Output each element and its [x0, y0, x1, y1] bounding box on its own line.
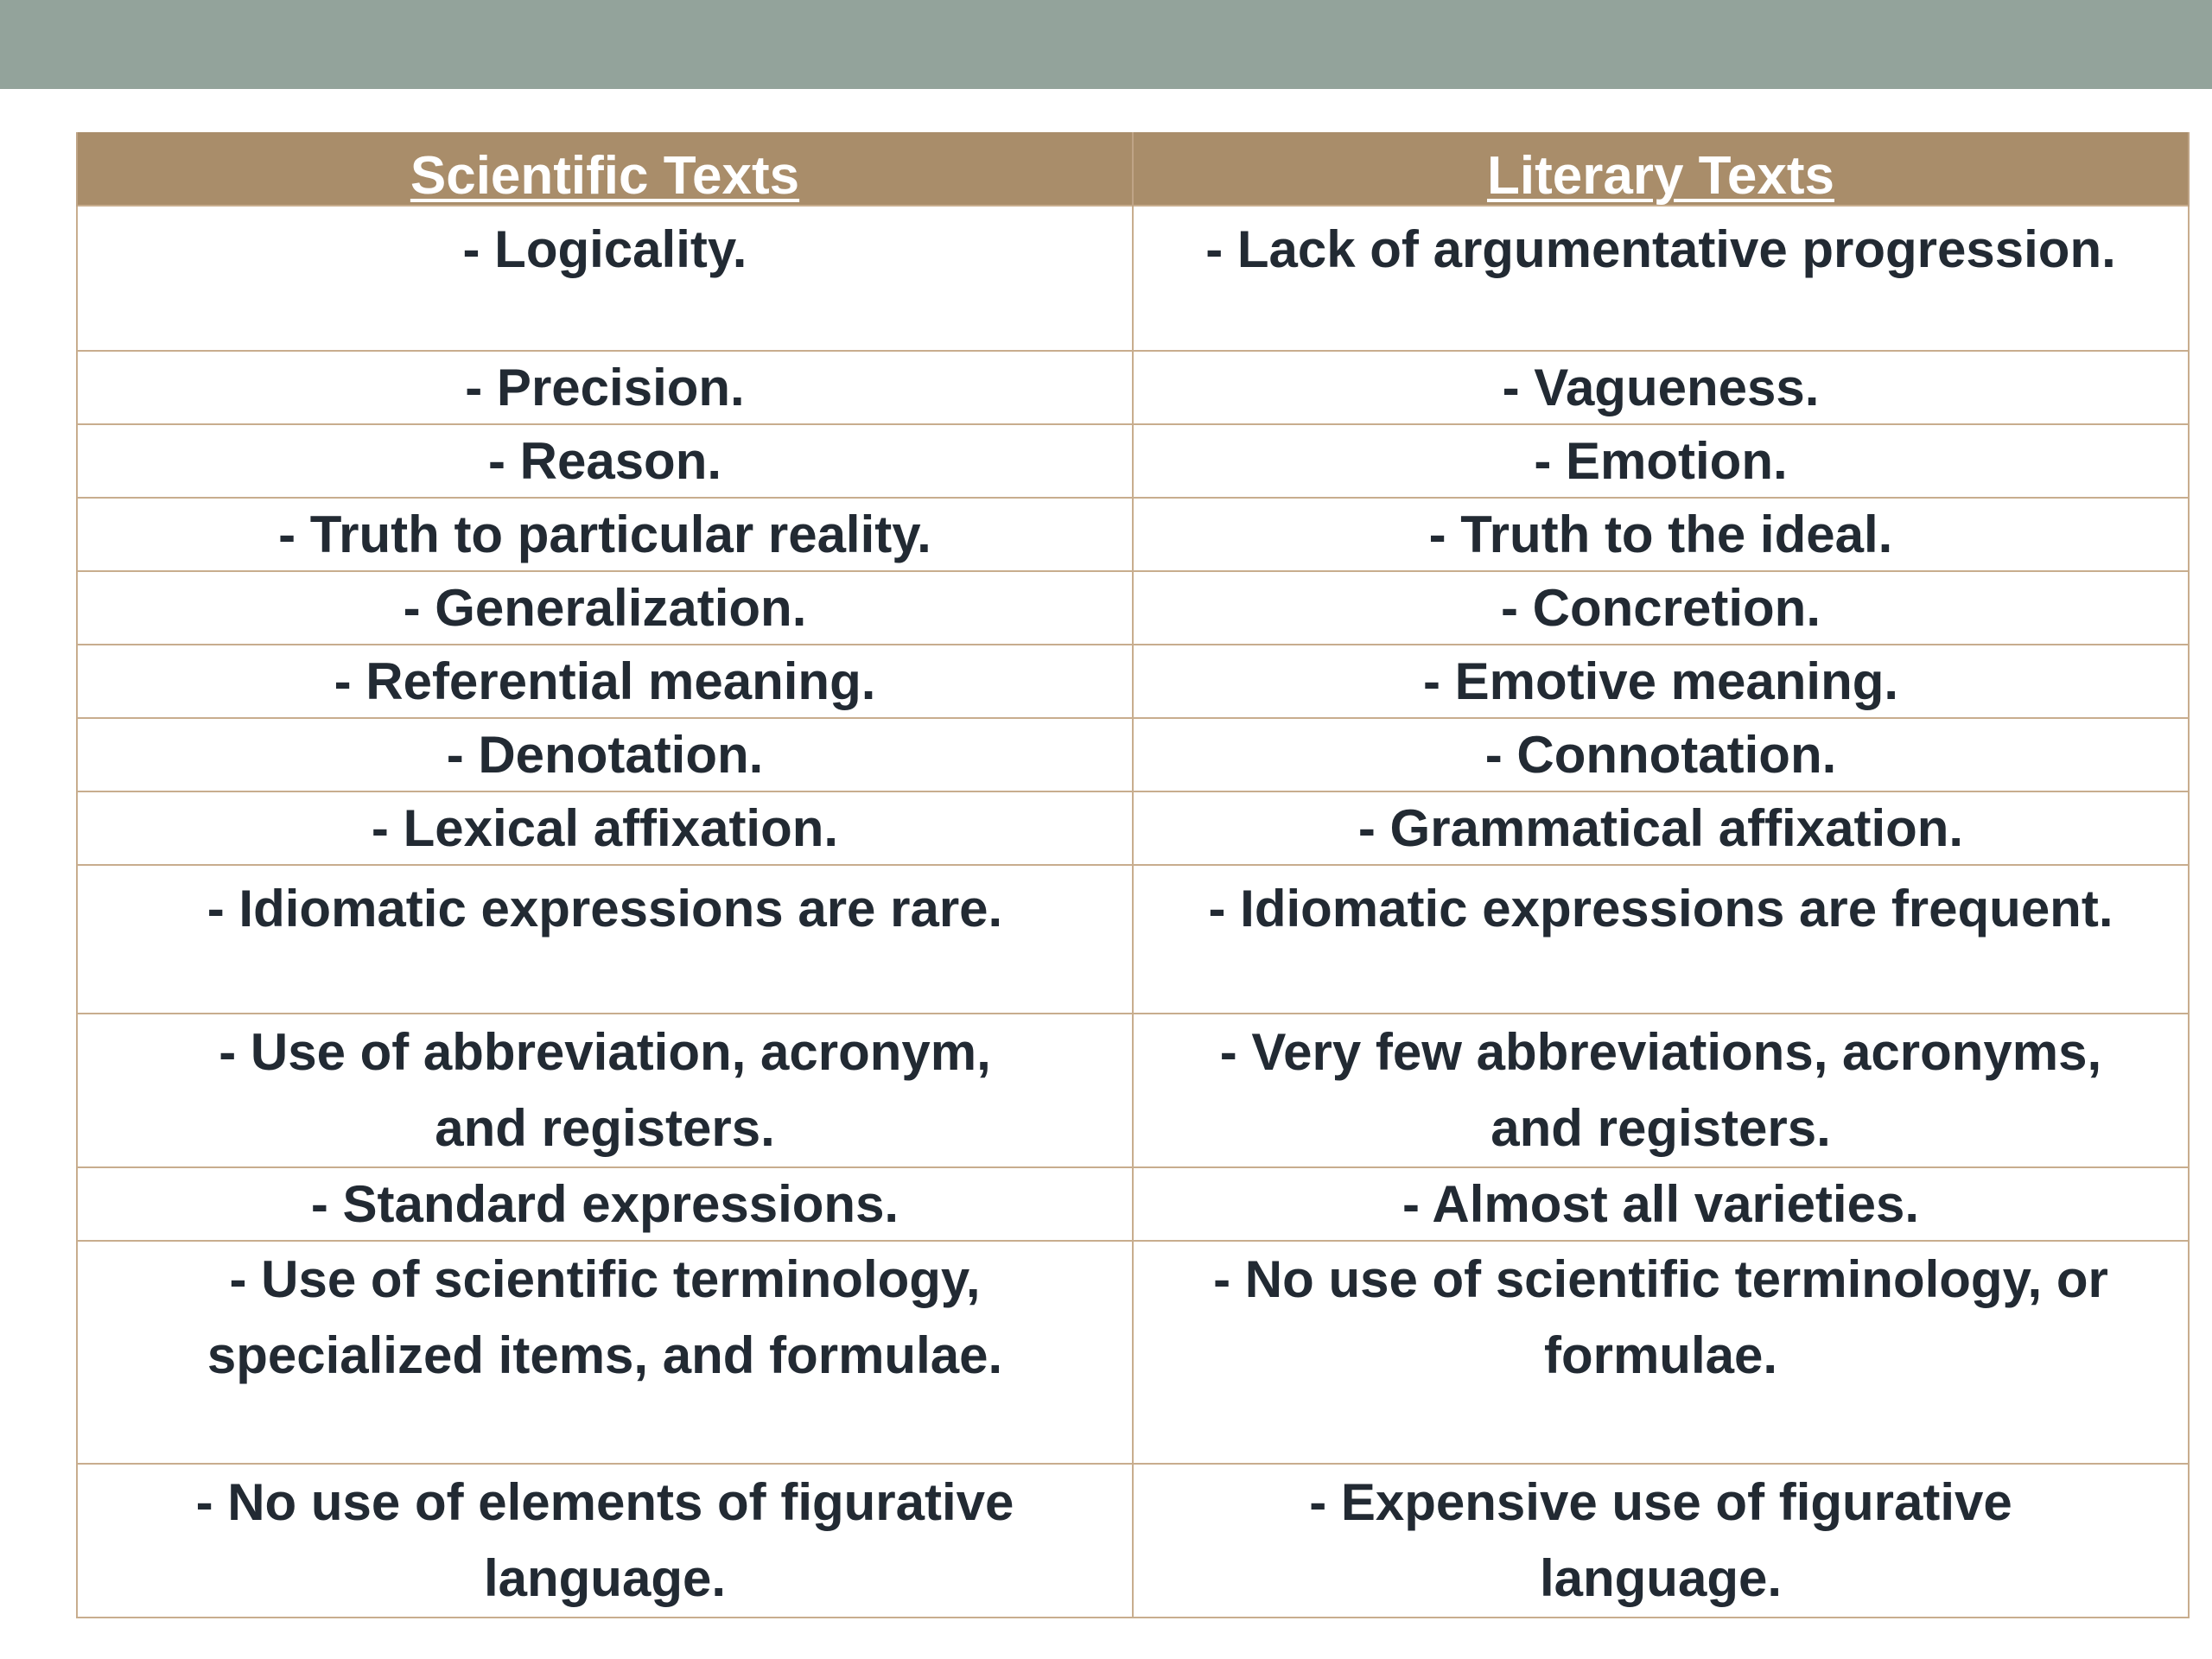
- cell-text: - Truth to particular reality.: [278, 505, 931, 563]
- cell-literary: [1133, 351, 2189, 424]
- cell-scientific: [77, 1014, 1133, 1167]
- cell-text-line-1: - Expensive use of figurative: [1309, 1473, 2012, 1531]
- table-row: [77, 718, 2189, 791]
- header-literary-texts: [1133, 132, 2189, 206]
- cell-text: - Lexical affixation.: [371, 799, 839, 857]
- table-row: [77, 1464, 2189, 1618]
- cell-literary: [1133, 1241, 2189, 1464]
- cell-text: - Almost all varieties.: [1402, 1175, 1919, 1233]
- cell-text: - Standard expressions.: [310, 1175, 899, 1233]
- cell-text-line-2: formulae.: [1543, 1326, 1778, 1384]
- cell-literary: [1133, 1014, 2189, 1167]
- cell-literary: [1133, 206, 2189, 351]
- cell-text: - Connotation.: [1484, 726, 1837, 784]
- cell-literary: [1133, 645, 2189, 718]
- cell-text: - Idiomatic expressions are frequent.: [1208, 880, 2113, 938]
- cell-scientific: [77, 206, 1133, 351]
- cell-text: - Lack of argumentative progression.: [1205, 220, 2116, 278]
- cell-literary: [1133, 791, 2189, 865]
- cell-text: - Idiomatic expressions are rare.: [207, 880, 1003, 938]
- cell-text: - Truth to the ideal.: [1428, 505, 1893, 563]
- table-row: [77, 865, 2189, 1014]
- cell-literary: [1133, 1167, 2189, 1241]
- cell-text: - Concretion.: [1501, 579, 1821, 637]
- cell-scientific: [77, 791, 1133, 865]
- cell-text-line-1: - Very few abbreviations, acronyms,: [1219, 1023, 2102, 1081]
- cell-text-line-2: language.: [483, 1549, 727, 1607]
- cell-scientific: [77, 718, 1133, 791]
- cell-text-line-1: - No use of elements of figurative: [195, 1473, 1014, 1531]
- header-label-right: Literary Texts: [1486, 146, 1835, 206]
- cell-literary: [1133, 1464, 2189, 1618]
- table-row: [77, 645, 2189, 718]
- cell-scientific: [77, 351, 1133, 424]
- cell-text-line-2: language.: [1539, 1549, 1783, 1607]
- cell-text-line-1: - No use of scientific terminology, or: [1213, 1250, 2108, 1308]
- cell-literary: [1133, 865, 2189, 1014]
- top-band: [0, 0, 2212, 89]
- cell-text: - Grammatical affixation.: [1357, 799, 1964, 857]
- cell-text-line-2: and registers.: [1491, 1099, 1831, 1157]
- table-row: [77, 424, 2189, 498]
- cell-scientific: [77, 865, 1133, 1014]
- table-header-row: [77, 132, 2189, 206]
- cell-text: - Vagueness.: [1502, 359, 1820, 416]
- cell-scientific: [77, 571, 1133, 645]
- table-row: [77, 206, 2189, 351]
- cell-text-line-1: - Use of scientific terminology,: [229, 1250, 981, 1308]
- cell-text: - Logicality.: [462, 220, 747, 278]
- cell-text-line-2: specialized items, and formulae.: [207, 1326, 1003, 1384]
- table-row: [77, 498, 2189, 571]
- table-row: [77, 571, 2189, 645]
- cell-literary: [1133, 424, 2189, 498]
- cell-literary: [1133, 571, 2189, 645]
- cell-scientific: [77, 645, 1133, 718]
- cell-text: - Reason.: [487, 432, 722, 490]
- cell-scientific: [77, 424, 1133, 498]
- header-label-left: Scientific Texts: [410, 146, 800, 206]
- cell-text: - Emotive meaning.: [1422, 652, 1899, 710]
- cell-text-line-2: and registers.: [435, 1099, 775, 1157]
- table-row: [77, 351, 2189, 424]
- cell-literary: [1133, 718, 2189, 791]
- cell-text: - Generalization.: [403, 579, 807, 637]
- cell-scientific: [77, 1167, 1133, 1241]
- table-row: [77, 791, 2189, 865]
- cell-text-line-1: - Use of abbreviation, acronym,: [219, 1023, 991, 1081]
- header-scientific-texts: [77, 132, 1133, 206]
- cell-text: - Denotation.: [446, 726, 764, 784]
- table-row: [77, 1241, 2189, 1464]
- table-row: [77, 1014, 2189, 1167]
- table-row: [77, 1167, 2189, 1241]
- cell-text: - Emotion.: [1534, 432, 1788, 490]
- comparison-table: [76, 132, 2190, 1618]
- cell-text: - Precision.: [465, 359, 745, 416]
- cell-scientific: [77, 1241, 1133, 1464]
- cell-scientific: [77, 498, 1133, 571]
- cell-literary: [1133, 498, 2189, 571]
- cell-scientific: [77, 1464, 1133, 1618]
- cell-text: - Referential meaning.: [334, 652, 876, 710]
